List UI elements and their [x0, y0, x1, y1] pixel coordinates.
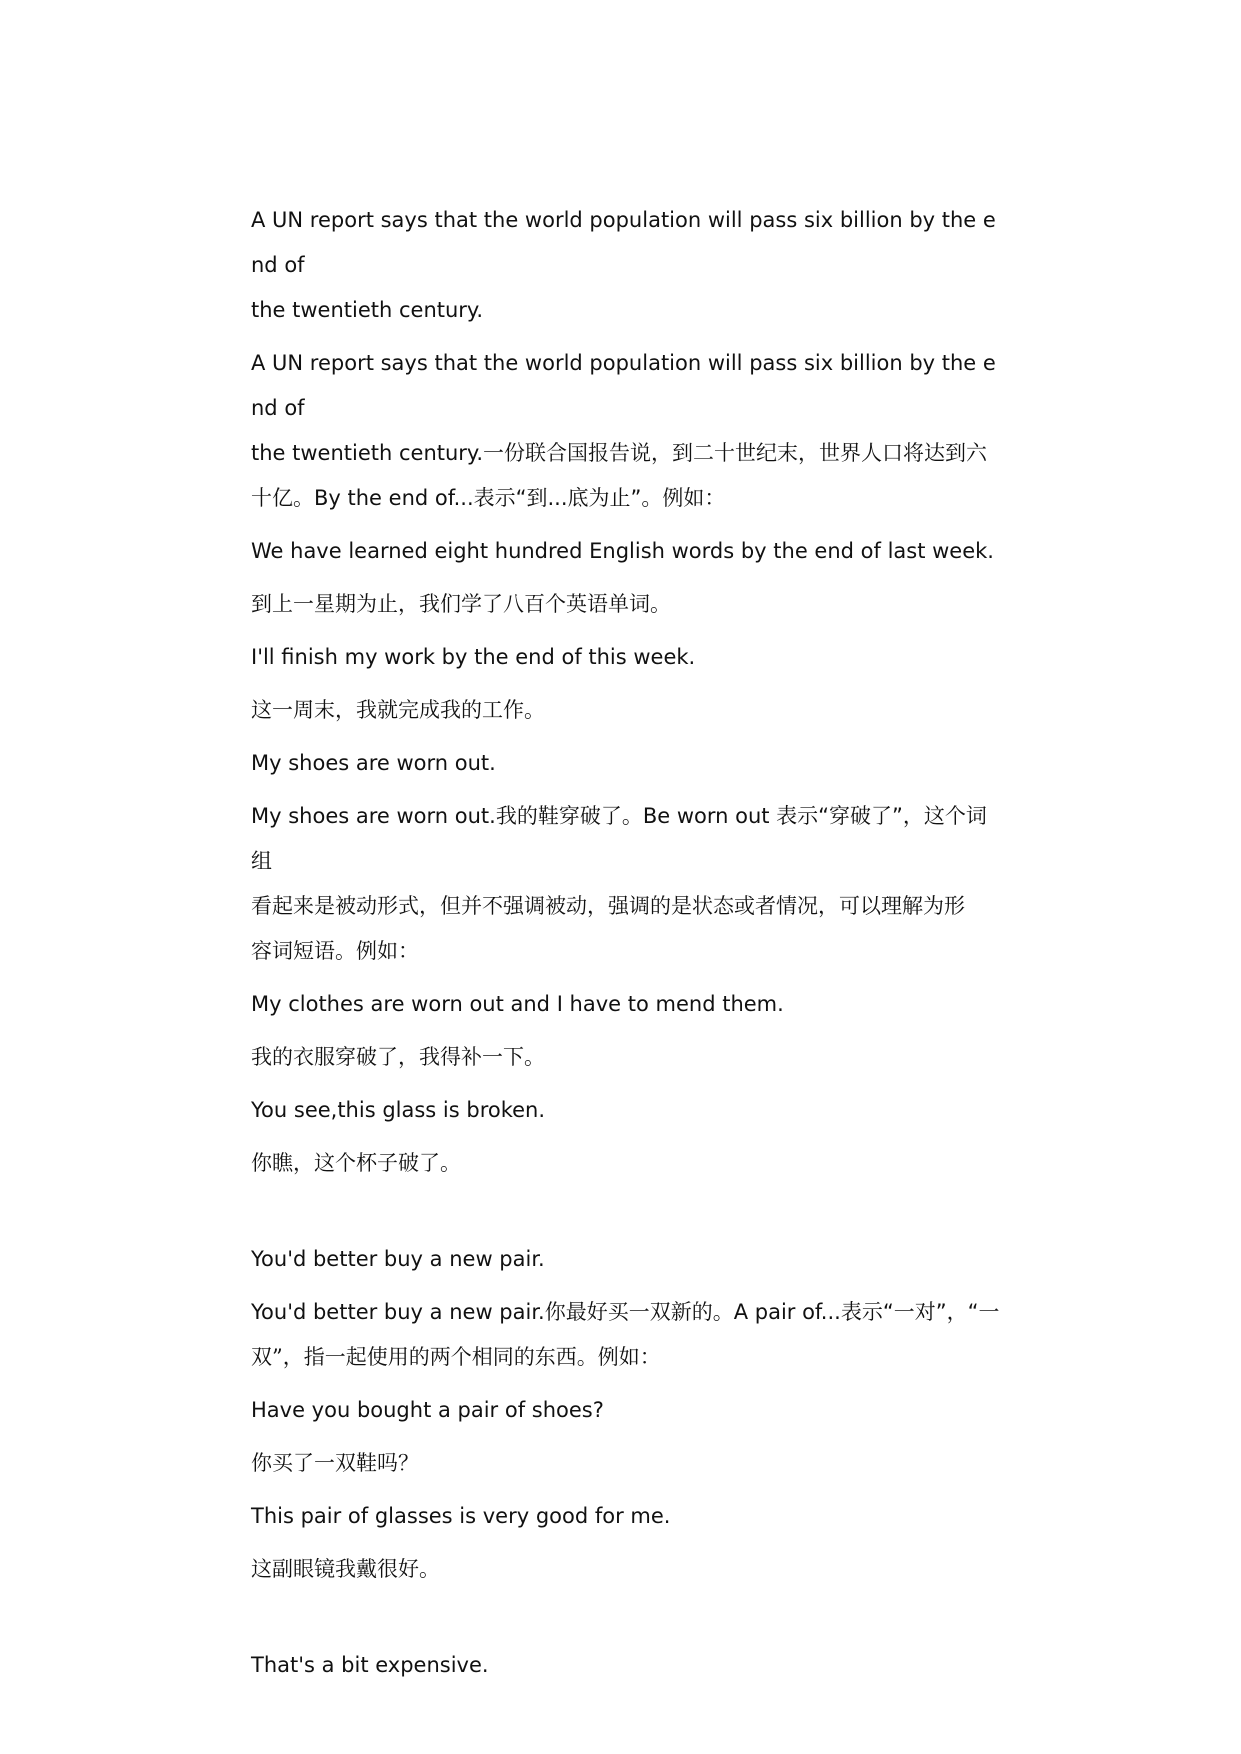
text-line: 双”，指一起使用的两个相同的东西。例如：	[251, 1345, 661, 1369]
paragraph	[251, 1141, 1006, 1186]
text-line: 容词短语。例如：	[251, 939, 419, 963]
paragraph	[251, 1388, 1006, 1433]
paragraph	[251, 1290, 1006, 1380]
paragraph	[251, 635, 1006, 680]
paragraph	[251, 688, 1006, 733]
paragraph	[251, 529, 1006, 574]
paragraph	[251, 1035, 1006, 1080]
paragraph	[251, 1237, 1006, 1282]
text-line: 这一周末，我就完成我的工作。	[251, 698, 545, 722]
paragraph	[251, 982, 1006, 1027]
paragraph	[251, 1643, 1006, 1688]
document-page	[251, 198, 1006, 1696]
text-line: My clothes are worn out and I have to mend them.	[251, 992, 784, 1016]
text-line: My shoes are worn out.	[251, 751, 496, 775]
text-line: 到上一星期为止，我们学了八百个英语单词。	[251, 592, 671, 616]
paragraph	[251, 1547, 1006, 1592]
text-line: You see,this glass is broken.	[251, 1098, 546, 1122]
text-line: 看起来是被动形式，但并不强调被动，强调的是状态或者情况，可以理解为形	[251, 894, 965, 918]
text-line: 你买了一双鞋吗？	[251, 1451, 419, 1475]
paragraph	[251, 741, 1006, 786]
text-line: I'll finish my work by the end of this week.	[251, 645, 696, 669]
paragraph	[251, 198, 1006, 333]
text-line: 十亿。By the end of...表示“到...底为止”。例如：	[251, 486, 726, 510]
text-line: Have you bought a pair of shoes?	[251, 1398, 604, 1422]
text-line: the twentieth century.	[251, 298, 484, 322]
text-line: That's a bit expensive.	[251, 1653, 489, 1677]
text-line: 我的衣服穿破了，我得补一下。	[251, 1045, 545, 1069]
paragraph	[251, 794, 1006, 974]
text-line: A UN report says that the world population will pass six billion by the end of	[251, 208, 996, 277]
paragraph	[251, 1088, 1006, 1133]
text-line: You'd better buy a new pair.	[251, 1247, 545, 1271]
text-line: You'd better buy a new pair.你最好买一双新的。A pair of...表示“一对”，“一	[251, 1300, 1000, 1324]
text-line: This pair of glasses is very good for me.	[251, 1504, 671, 1528]
paragraph	[251, 582, 1006, 627]
text-line: 这副眼镜我戴很好。	[251, 1557, 440, 1581]
text-line: 你瞧，这个杯子破了。	[251, 1151, 461, 1175]
paragraph	[251, 1441, 1006, 1486]
text-line: the twentieth century.一份联合国报告说，到二十世纪末，世界人口将达到六	[251, 441, 988, 465]
paragraph	[251, 1494, 1006, 1539]
paragraph	[251, 341, 1006, 521]
text-line: We have learned eight hundred English words by the end of last week.	[251, 539, 994, 563]
text-line: A UN report says that the world population will pass six billion by the end of	[251, 351, 996, 420]
text-line: My shoes are worn out.我的鞋穿破了。Be worn out 表示“穿破了”，这个词组	[251, 804, 987, 873]
